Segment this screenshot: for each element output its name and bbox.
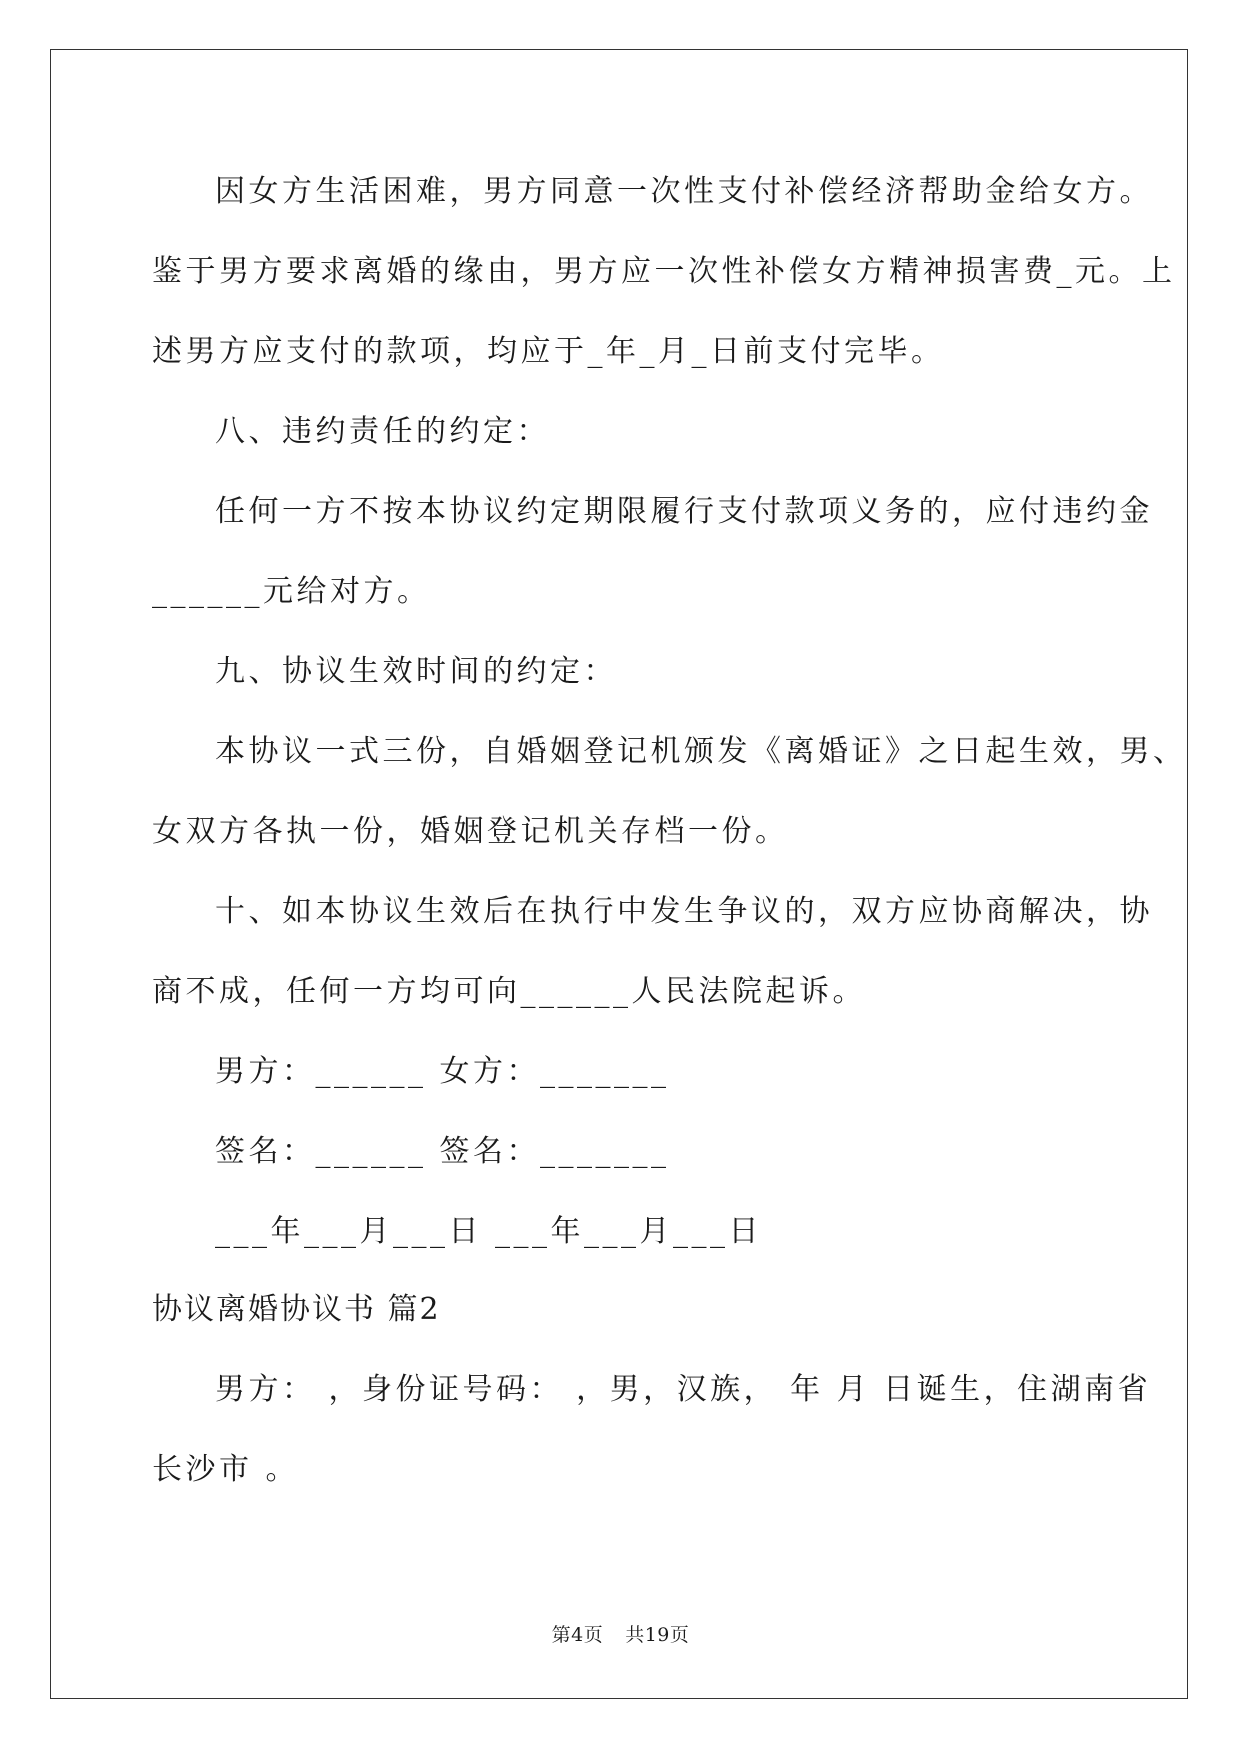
section-heading: 八、违约责任的约定：	[215, 414, 550, 449]
paragraph-line: 述男方应支付的款项，均应于_年_月_日前支付完毕。	[152, 334, 945, 369]
section-heading: 九、协议生效时间的约定：	[215, 654, 617, 689]
paragraph-line: 十、如本协议生效后在执行中发生争议的，双方应协商解决，协	[215, 894, 1153, 929]
paragraph-line: 任何一方不按本协议约定期限履行支付款项义务的，应付违约金	[215, 494, 1153, 529]
paragraph-line: 长沙市 。	[152, 1452, 300, 1487]
paragraph-line: ______元给对方。	[152, 574, 431, 609]
date-line: ___年___月___日 ___年___月___日	[215, 1214, 763, 1249]
signature-line: 签名：______ 签名：_______	[215, 1134, 670, 1169]
document-subtitle: 协议离婚协议书 篇2	[152, 1292, 441, 1327]
page-footer	[0, 1623, 1241, 1647]
page-total: 共19页	[625, 1624, 690, 1646]
paragraph-line: 商不成，任何一方均可向______人民法院起诉。	[152, 974, 866, 1009]
paragraph-line: 本协议一式三份，自婚姻登记机颁发《离婚证》之日起生效，男、	[215, 734, 1187, 769]
paragraph-line: 女双方各执一份，婚姻登记机关存档一份。	[152, 814, 789, 849]
party-line: 男方：______ 女方：_______	[215, 1054, 670, 1089]
paragraph-line: 男方： ，身份证号码： ，男，汉族， 年 月 日诞生，住湖南省	[215, 1372, 1152, 1407]
page-number: 第4页	[551, 1624, 604, 1646]
paragraph-line: 因女方生活困难，男方同意一次性支付补偿经济帮助金给女方。	[215, 174, 1153, 209]
paragraph-line: 鉴于男方要求离婚的缘由，男方应一次性补偿女方精神损害费_元。上	[152, 254, 1176, 289]
